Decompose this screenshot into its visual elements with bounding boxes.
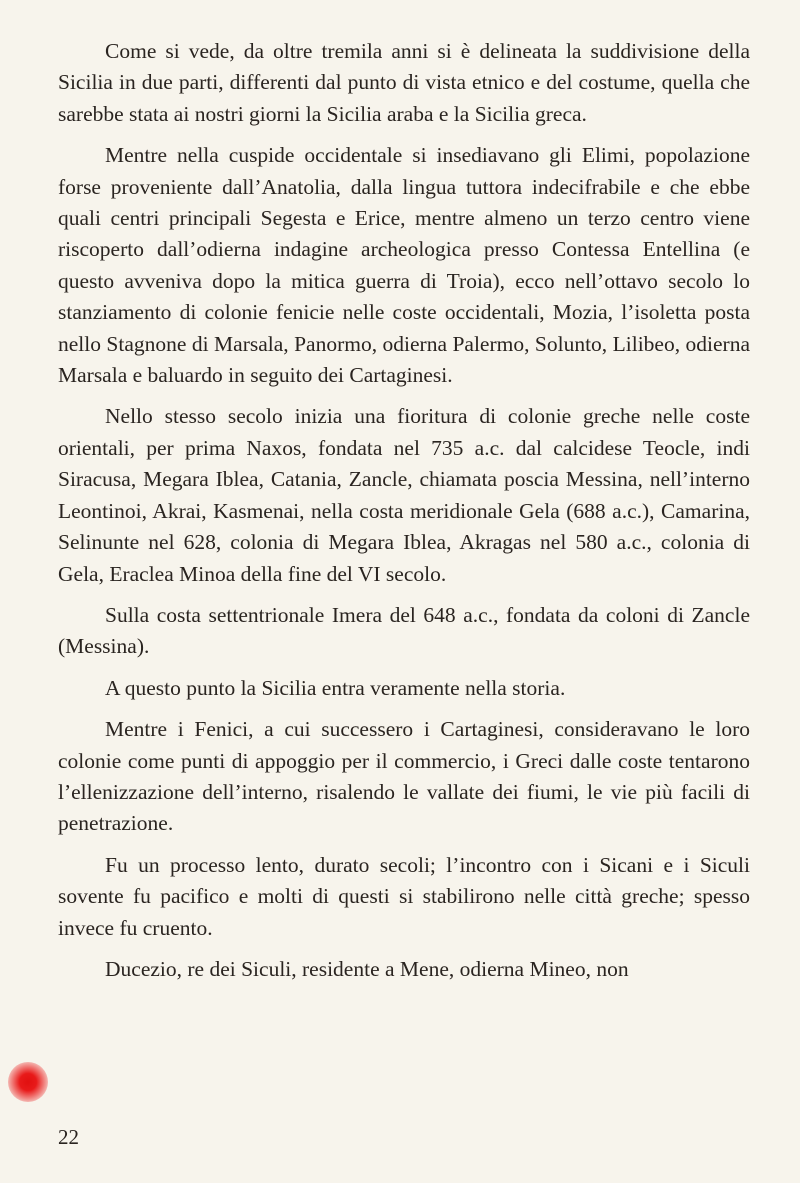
paragraph-8: Ducezio, re dei Siculi, residente a Mene, odierna Mineo, non — [105, 956, 629, 981]
paragraph-7: Fu un processo lento, durato secoli; l’incontro con i Sicani e i Siculi sovente fu pacifico e molti di questi si stabilirono nelle città greche; spesso invece fu cruento. — [58, 852, 750, 940]
paragraph-2: Mentre nella cuspide occidentale si insediavano gli Elimi, popolazione forse proveniente dall’Anatolia, dalla lingua tuttora indecifrabile e che ebbe quali centri principali Segesta e Erice, mentre almeno un terzo centro viene riscoperto dall’odierna indagine archeologica presso Contessa Entellina (e questo avveniva dopo la mitica guerra di Troia), ecco nell’ottavo secolo lo stanziamento di colonie fenicie nelle coste occidentali, Mozia, l’isoletta posta nello Stagnone di Marsala, Panormo, odierna Palermo, Solunto, Lilibeo, odierna Marsala e baluardo in seguito dei Cartaginesi. — [58, 143, 750, 388]
red-dot-marker — [8, 1062, 48, 1102]
paragraph-1: Come si vede, da oltre tremila anni si è delineata la suddivisione della Sicilia in due parti, differenti dal punto di vista etnico e del costume, quella che sarebbe stata ai nostri giorni la Sicilia araba e la Sicilia greca. — [58, 39, 750, 126]
page-number: 22 — [58, 1125, 79, 1149]
paragraph-6: Mentre i Fenici, a cui successero i Cartaginesi, consideravano le loro colonie come punti di appoggio per il commercio, i Greci dalle coste tentarono l’ellenizzazione dell’interno, risalendo le vallate dei fiumi, le vie più facili di penetrazione. — [58, 717, 750, 836]
paragraph-5: A questo punto la Sicilia entra veramente nella storia. — [105, 675, 566, 700]
paragraph-4: Sulla costa settentrionale Imera del 648 a.c., fondata da coloni di Zancle (Messina). — [58, 602, 750, 659]
paragraph-3: Nello stesso secolo inizia una fioritura di colonie greche nelle coste orientali, per prima Naxos, fondata nel 735 a.c. dal calcidese Teocle, indi Siracusa, Megara Iblea, Catania, Zancle, chiamata poscia Messina, nell’interno Leontinoi, Akrai, Kasmenai, nella costa meridionale Gela (688 a.c.), Camarina, Selinunte nel 628, colonia di Megara Iblea, Akragas nel 580 a.c., colonia di Gela, Eraclea Minoa della fine del VI secolo. — [58, 404, 750, 586]
body-text — [58, 36, 750, 985]
